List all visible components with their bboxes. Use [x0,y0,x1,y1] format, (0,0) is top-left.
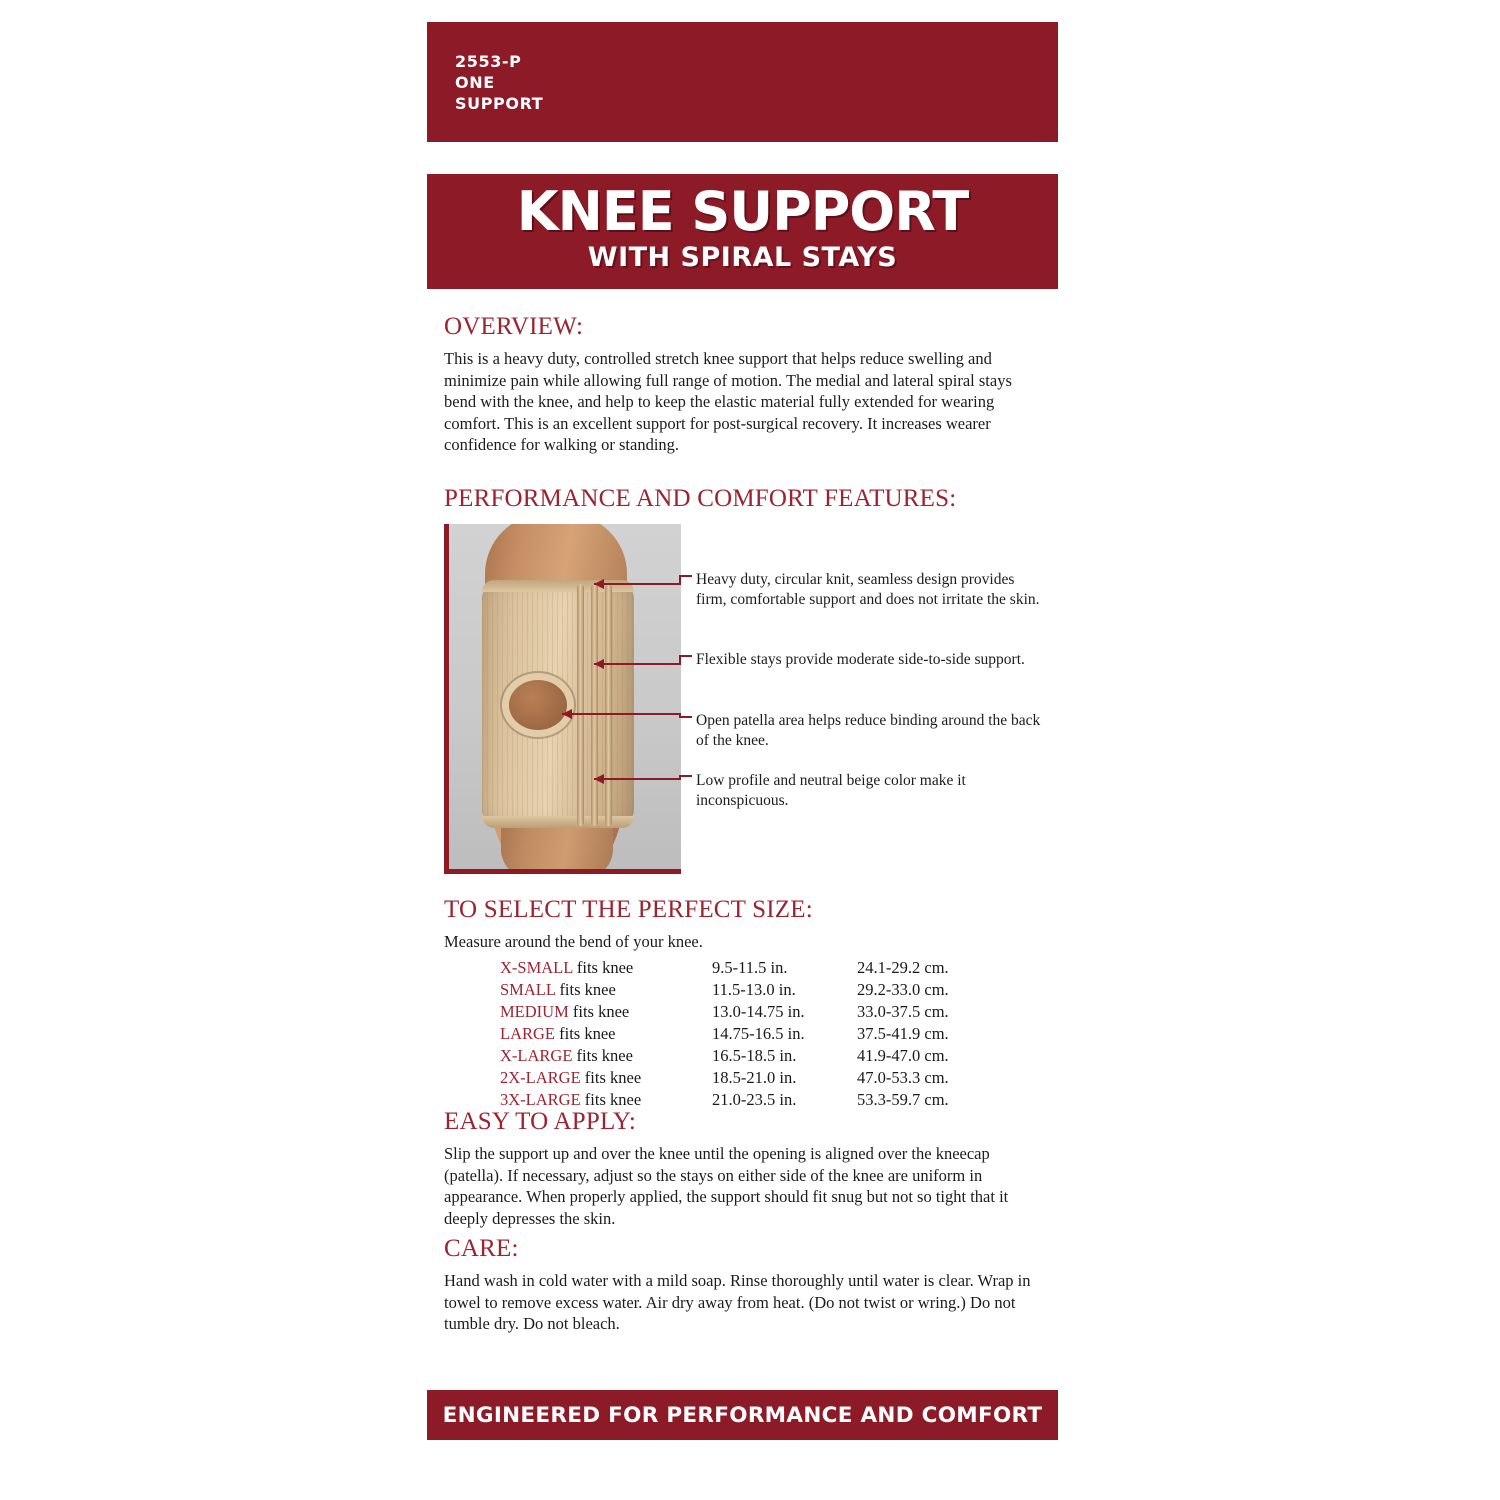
size-name: SMALL [500,979,556,999]
overview-heading: OVERVIEW: [444,313,584,340]
size-inches: 16.5-18.5 in. [712,1045,797,1065]
product-figure [444,524,681,874]
table-row [444,957,1017,979]
page-title: KNEE SUPPORT [516,180,969,243]
size-name: LARGE [500,1023,555,1043]
size-cm: 37.5-41.9 cm. [857,1023,949,1043]
size-fits-label: fits knee [572,1001,630,1021]
table-row [444,1067,1017,1089]
title-band [427,174,1058,289]
size-instruction: Measure around the bend of your knee. [444,932,703,951]
size-inches: 21.0-23.5 in. [712,1089,797,1109]
size-cm: 29.2-33.0 cm. [857,979,949,999]
size-fits-label: fits knee [559,1023,616,1043]
size-name: 2X-LARGE [500,1067,581,1087]
spiral-stay-2 [591,584,598,826]
callout-item: Low profile and neutral beige color make it inconspicuous. [696,772,966,809]
apply-section [444,1107,1044,1229]
size-cm: 47.0-53.3 cm. [857,1067,949,1087]
sku-block [455,51,543,114]
size-name: X-SMALL [500,957,573,977]
care-text: Hand wash in cold water with a mild soap. Rinse thoroughly until water is clear. Wrap in towel to remove excess water. Air dry away from heat. (Do not twist or wring.) Do not tumble dry. Do not bleach. [444,1271,1031,1333]
spiral-stay-3 [605,584,612,826]
callout-item: Heavy duty, circular knit, seamless design provides firm, comfortable support and does not irritate the skin. [696,571,1040,608]
table-row [444,1045,1017,1067]
sku-line-1: 2553-P [455,52,522,71]
sku-bar [427,22,1058,142]
open-patella-opening [509,680,567,730]
table-row [444,979,1017,1001]
size-heading: TO SELECT THE PERFECT SIZE: [444,896,813,923]
sku-line-3: SUPPORT [455,94,544,113]
size-inches: 18.5-21.0 in. [712,1067,797,1087]
spiral-stay-1 [577,584,584,826]
size-cm: 33.0-37.5 cm. [857,1001,949,1021]
size-fits-label: fits knee [576,957,634,977]
apply-text: Slip the support up and over the knee until the opening is aligned over the kneecap (patella). If necessary, adjust so the stays on either side of the knee are uniform in appearance. When properly applied, the support should fit snug but not so tight that it deeply depresses the skin. [444,1144,1009,1228]
size-cm: 24.1-29.2 cm. [857,957,949,977]
product-photo [449,524,681,869]
size-inches: 13.0-14.75 in. [712,1001,805,1021]
footer-banner [427,1390,1058,1440]
size-section [444,895,1044,1111]
features-section [444,484,1044,514]
care-section [444,1234,1044,1335]
apply-heading: EASY TO APPLY: [444,1108,637,1135]
callout-item: Open patella area helps reduce binding around the back of the knee. [696,712,1041,749]
size-fits-label: fits knee [584,1089,642,1109]
size-inches: 14.75-16.5 in. [712,1023,805,1043]
size-cm: 41.9-47.0 cm. [857,1045,949,1065]
figure-frame-bottom [444,869,681,874]
footer-text: ENGINEERED FOR PERFORMANCE AND COMFORT [442,1403,1043,1428]
table-row [444,1023,1017,1045]
table-row [444,1001,1017,1023]
size-fits-label: fits knee [576,1045,633,1065]
size-name: MEDIUM [500,1001,569,1021]
callout-item: Flexible stays provide moderate side-to-side support. [696,651,1025,668]
overview-section [444,312,1044,456]
sku-line-2: ONE [455,73,495,92]
care-heading: CARE: [444,1235,519,1262]
size-inches: 9.5-11.5 in. [712,957,788,977]
size-cm: 53.3-59.7 cm. [857,1089,949,1109]
size-fits-label: fits knee [559,979,616,999]
overview-text: This is a heavy duty, controlled stretch knee support that helps reduce swelling and minimize pain while allowing full range of motion. The medial and lateral spiral stays bend with the knee, and help to keep the elastic material fully extended for wearing comfort. This is an excellent support for post-surgical recovery. It increases wearer confidence for walking or standing. [444,349,1012,454]
size-chart-table [444,957,1017,1111]
size-inches: 11.5-13.0 in. [712,979,796,999]
features-heading: PERFORMANCE AND COMFORT FEATURES: [444,485,957,512]
size-name: 3X-LARGE [500,1089,581,1109]
size-fits-label: fits knee [584,1067,642,1087]
page-subtitle: WITH SPIRAL STAYS [587,242,898,273]
size-name: X-LARGE [500,1045,573,1065]
